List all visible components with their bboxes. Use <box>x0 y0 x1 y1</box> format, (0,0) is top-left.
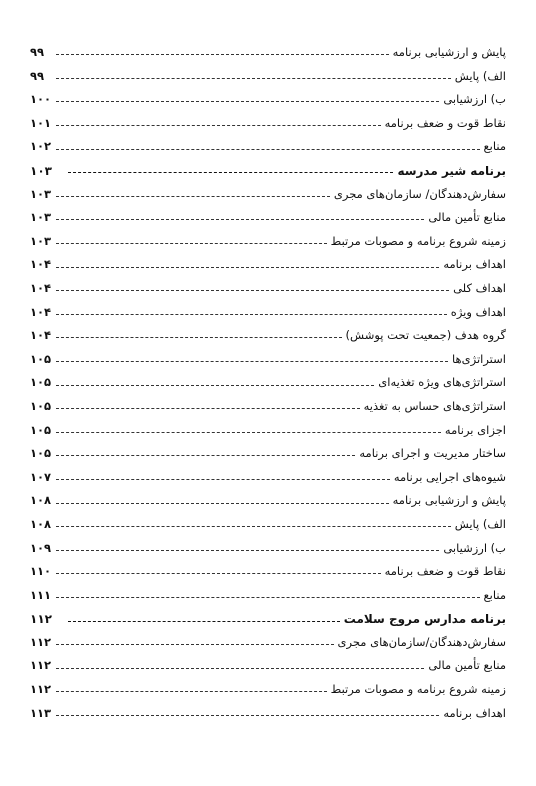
dotted-leader <box>56 408 360 409</box>
dotted-leader <box>56 455 355 456</box>
dotted-leader <box>56 125 381 126</box>
toc-entry[interactable] <box>30 395 506 419</box>
toc-entry[interactable] <box>30 230 506 254</box>
toc-entry[interactable] <box>30 631 506 655</box>
dotted-leader <box>56 526 451 527</box>
toc-page-number: ۱۰۴ <box>30 257 52 272</box>
toc-entry[interactable] <box>30 466 506 490</box>
toc-page-number: ۱۰۲ <box>30 139 52 154</box>
toc-entry-title: ساختار مدیریت و اجرای برنامه <box>359 446 506 461</box>
dotted-leader <box>56 78 451 79</box>
toc-entry-title: برنامه شیر مدرسه <box>397 163 506 178</box>
toc-entry-title: الف) پایش <box>454 516 506 531</box>
dotted-leader <box>56 597 480 598</box>
toc-page-number: ۱۰۷ <box>30 469 52 484</box>
toc-entry[interactable] <box>30 348 506 372</box>
toc-page-number: ۱۰۰ <box>30 92 52 107</box>
toc-entry-title: سفارش‌دهندگان/ سازمان‌های مجری <box>333 186 506 201</box>
toc-page-number: ۱۱۲ <box>30 682 52 697</box>
toc-section-heading[interactable] <box>30 607 506 631</box>
toc-entry[interactable] <box>30 206 506 230</box>
dotted-leader <box>56 691 327 692</box>
toc-page-number: ۱۰۸ <box>30 516 52 531</box>
toc-entry[interactable] <box>30 65 506 89</box>
toc-entry[interactable] <box>30 536 506 560</box>
toc-entry[interactable] <box>30 371 506 395</box>
dotted-leader <box>68 621 340 622</box>
toc-entry-title: ب) ارزشیابی <box>443 540 506 555</box>
toc-page-number: ۱۰۵ <box>30 351 52 366</box>
toc-page-number: ۱۰۵ <box>30 422 52 437</box>
dotted-leader <box>56 479 390 480</box>
toc-entry-title: اهداف برنامه <box>443 257 506 272</box>
toc-page-number: ۱۰۱ <box>30 115 52 130</box>
toc-page-number: ۱۰۴ <box>30 280 52 295</box>
toc-entry[interactable] <box>30 135 506 159</box>
toc-page-number: ۱۱۳ <box>30 705 52 720</box>
toc-entry-title: استراتژی‌های حساس به تغذیه <box>363 398 506 413</box>
toc-page-number: ۱۰۴ <box>30 304 52 319</box>
dotted-leader <box>56 219 424 220</box>
toc-page-number: ۱۰۹ <box>30 540 52 555</box>
toc-entry[interactable] <box>30 584 506 608</box>
toc-section-heading[interactable] <box>30 159 506 183</box>
toc-entry[interactable] <box>30 324 506 348</box>
toc-page-number: ۱۰۵ <box>30 375 52 390</box>
toc-entry[interactable] <box>30 560 506 584</box>
toc-entry[interactable] <box>30 678 506 702</box>
dotted-leader <box>56 503 389 504</box>
toc-entry[interactable] <box>30 112 506 136</box>
toc-page-number: ۹۹ <box>30 45 45 60</box>
toc-entry-title: استراتژی‌های ویژه تغذیه‌ای <box>378 375 506 390</box>
toc-entry-title: سفارش‌دهندگان/سازمان‌های مجری <box>337 634 506 649</box>
dotted-leader <box>56 715 439 716</box>
toc-entry[interactable] <box>30 654 506 678</box>
toc-page-number: ۱۰۳ <box>30 210 52 225</box>
toc-entry[interactable] <box>30 442 506 466</box>
toc-entry-title: اهداف برنامه <box>443 705 506 720</box>
toc-entry-title: زمینه شروع برنامه و مصوبات مرتبط <box>330 682 506 697</box>
toc-entry-title: زمینه شروع برنامه و مصوبات مرتبط <box>330 233 506 248</box>
toc-page-number: ۱۱۱ <box>30 587 52 602</box>
dotted-leader <box>56 267 439 268</box>
table-of-contents <box>30 41 506 725</box>
toc-entry-title: نقاط قوت و ضعف برنامه <box>384 115 506 130</box>
toc-entry-title: گروه هدف (جمعیت تحت پوشش) <box>345 328 506 343</box>
toc-entry-title: نقاط قوت و ضعف برنامه <box>384 564 506 579</box>
dotted-leader <box>56 550 439 551</box>
toc-entry-title: اهداف کلی <box>453 280 506 295</box>
toc-page-number: ۱۰۳ <box>30 163 52 178</box>
toc-page-number: ۱۱۲ <box>30 634 52 649</box>
toc-page-number: ۱۰۵ <box>30 398 52 413</box>
toc-page-number: ۱۱۲ <box>30 612 52 627</box>
dotted-leader <box>56 243 327 244</box>
toc-page-number: ۱۱۲ <box>30 658 52 673</box>
dotted-leader <box>56 337 342 338</box>
dotted-leader <box>68 172 393 173</box>
toc-entry[interactable] <box>30 702 506 726</box>
toc-entry-title: منابع تأمین مالی <box>428 658 506 673</box>
toc-entry-title: الف) پایش <box>454 68 506 83</box>
toc-entry[interactable] <box>30 489 506 513</box>
toc-page-number: ۹۹ <box>30 68 45 83</box>
toc-entry-title: منابع <box>483 139 506 154</box>
toc-page-number: ۱۰۳ <box>30 233 52 248</box>
toc-entry-title: پایش و ارزشیابی برنامه <box>392 45 506 60</box>
toc-entry-title: پایش و ارزشیابی برنامه <box>392 493 506 508</box>
dotted-leader <box>56 54 389 55</box>
dotted-leader <box>56 644 334 645</box>
toc-entry-title: ب) ارزشیابی <box>443 92 506 107</box>
toc-page-number: ۱۰۸ <box>30 493 52 508</box>
dotted-leader <box>56 149 480 150</box>
dotted-leader <box>56 290 449 291</box>
toc-entry-title: اهداف ویژه <box>450 304 506 319</box>
dotted-leader <box>56 196 330 197</box>
toc-entry-title: برنامه مدارس مروج سلامت <box>343 612 506 627</box>
dotted-leader <box>56 101 439 102</box>
toc-entry-title: منابع <box>483 587 506 602</box>
toc-entry[interactable] <box>30 41 506 65</box>
toc-entry-title: منابع تأمین مالی <box>428 210 506 225</box>
toc-page-number: ۱۰۴ <box>30 328 52 343</box>
toc-entry[interactable] <box>30 183 506 207</box>
dotted-leader <box>56 668 424 669</box>
toc-entry[interactable] <box>30 253 506 277</box>
toc-entry-title: استراتژی‌ها <box>452 351 506 366</box>
toc-page-number: ۱۰۳ <box>30 186 52 201</box>
toc-entry[interactable] <box>30 301 506 325</box>
toc-page-number: ۱۱۰ <box>30 564 52 579</box>
toc-page-number: ۱۰۵ <box>30 446 52 461</box>
toc-entry[interactable] <box>30 513 506 537</box>
toc-entry[interactable] <box>30 277 506 301</box>
dotted-leader <box>56 432 441 433</box>
toc-entry-title: اجزای برنامه <box>444 422 506 437</box>
dotted-leader <box>56 385 374 386</box>
toc-entry-title: شیوه‌های اجرایی برنامه <box>393 469 506 484</box>
dotted-leader <box>56 314 447 315</box>
dotted-leader <box>56 361 448 362</box>
dotted-leader <box>56 573 381 574</box>
toc-entry[interactable] <box>30 419 506 443</box>
toc-entry[interactable] <box>30 88 506 112</box>
